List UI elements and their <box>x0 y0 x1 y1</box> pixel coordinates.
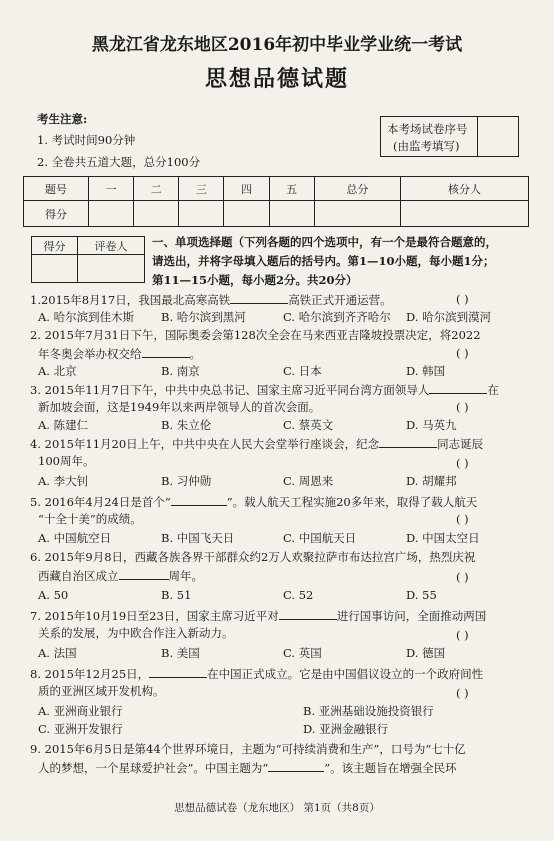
answer-paren[interactable]: ( ) <box>456 570 469 584</box>
question-2-line2 <box>38 346 201 361</box>
question-text: 周年。 <box>168 569 203 583</box>
answer-blank[interactable] <box>142 346 190 358</box>
answer-blank[interactable] <box>429 382 487 394</box>
question-6-line1: 6. 2015年9月8日，西藏各族各界干部群众约2万人欢聚拉萨市布达拉宫广场，热烈庆祝 <box>30 550 476 564</box>
option-b: B. 南京 <box>161 364 200 378</box>
answer-paren[interactable]: ( ) <box>456 346 469 360</box>
option-a: A. 亚洲商业银行 <box>38 704 123 718</box>
question-9-line1: 9. 2015年6月5日是第44个世界环境日，主题为“可持续消费和生产”，口号为“七十亿 <box>30 742 466 756</box>
score-cell[interactable] <box>401 201 529 227</box>
question-text: 8. 2015年12月25日， <box>30 667 150 681</box>
grader-score-cell[interactable] <box>32 255 78 283</box>
answer-paren[interactable]: ( ) <box>456 400 469 414</box>
question-7-line1 <box>30 608 486 623</box>
option-d: D. 胡耀邦 <box>406 474 457 488</box>
score-header-cell: 三 <box>179 177 224 201</box>
question-text: 7. 2015年10月19日至23日，国家主席习近平对 <box>30 609 279 623</box>
option-c: C. 哈尔滨到齐齐哈尔 <box>283 310 391 324</box>
notice-item-1: 1. 考试时间90分钟 <box>37 133 136 147</box>
option-a: A. 法国 <box>38 646 77 660</box>
question-text: 西藏自治区成立 <box>38 569 119 583</box>
option-d: D. 哈尔滨到漠河 <box>406 310 492 324</box>
option-c: C. 蔡英文 <box>283 418 334 432</box>
option-d: D. 德国 <box>406 646 446 660</box>
option-c: C. 亚洲开发银行 <box>38 722 123 736</box>
seat-number-label: 本考场试卷序号 <box>387 122 468 136</box>
option-b: B. 51 <box>161 588 192 602</box>
option-d: D. 亚洲金融银行 <box>303 722 389 736</box>
option-d: D. 马英九 <box>406 418 457 432</box>
question-text: 同志诞辰 <box>437 437 484 451</box>
score-table <box>23 176 529 227</box>
section1-heading-line3: 第11—15小题，每小题2分。共20分） <box>152 273 358 287</box>
option-b: B. 中国飞天日 <box>161 531 235 545</box>
score-cell[interactable] <box>224 201 269 227</box>
notice-label: 考生注意: <box>37 112 88 126</box>
question-5-line2: “十全十美”的成绩。 <box>38 512 142 526</box>
option-b: B. 亚洲基础设施投资银行 <box>303 704 434 718</box>
question-8-line2: 质的亚洲区域开发机构。 <box>38 684 165 698</box>
notice-item-2: 2. 全卷共五道大题，总分100分 <box>37 155 201 169</box>
seat-number-box <box>380 116 519 157</box>
score-header-cell: 一 <box>89 177 134 201</box>
score-header-cell: 五 <box>269 177 314 201</box>
score-header-cell: 二 <box>134 177 179 201</box>
question-7-line2: 关系的发展，为中欧合作注入新动力。 <box>38 626 234 640</box>
question-text: 高铁正式开通运营。 <box>288 293 392 307</box>
question-4-line2: 100周年。 <box>38 454 95 468</box>
answer-paren[interactable]: ( ) <box>456 292 469 306</box>
option-a: A. 北京 <box>38 364 77 378</box>
grader-score-label: 得分 <box>32 237 78 255</box>
page-footer: 思想品德试卷（龙东地区） 第1页（共8页） <box>174 802 380 814</box>
answer-blank[interactable] <box>279 608 337 620</box>
option-b: B. 习仲勋 <box>161 474 212 488</box>
grader-name-cell[interactable] <box>78 255 145 283</box>
answer-blank[interactable] <box>230 292 288 304</box>
option-b: B. 美国 <box>161 646 200 660</box>
answer-paren[interactable]: ( ) <box>456 512 469 526</box>
score-cell[interactable] <box>269 201 314 227</box>
score-row-label: 得分 <box>24 201 89 227</box>
section1-heading-line2: 请选出，并将字母填入题后的括号内。第1—10小题，每小题1分； <box>152 254 495 268</box>
score-header-cell: 总分 <box>314 177 400 201</box>
option-a: A. 50 <box>38 588 69 602</box>
answer-paren[interactable]: ( ) <box>456 628 469 642</box>
seat-number-note: (由监考填写) <box>393 139 460 153</box>
grader-table <box>31 236 145 283</box>
subject-title: 思想品德试题 <box>204 66 349 92</box>
option-b: B. 哈尔滨到黑河 <box>161 310 246 324</box>
option-a: A. 哈尔滨到佳木斯 <box>38 310 135 324</box>
exam-title: 黑龙江省龙东地区2016年初中毕业学业统一考试 <box>91 35 463 55</box>
question-text: 年冬奥会举办权交给 <box>38 347 142 361</box>
question-text: 进行国事访问，全面推动两国 <box>336 609 487 623</box>
question-text: 4. 2015年11月20日上午，中共中央在人民大会堂举行座谈会，纪念 <box>30 437 380 451</box>
option-a: A. 李大钊 <box>38 474 89 488</box>
answer-blank[interactable] <box>268 760 324 772</box>
question-text: ”。载人航天工程实施20多年来，取得了载人航天 <box>226 495 478 509</box>
answer-blank[interactable] <box>119 568 169 580</box>
option-c: C. 周恩来 <box>283 474 334 488</box>
option-c: C. 52 <box>283 588 314 602</box>
answer-blank[interactable] <box>149 666 207 678</box>
question-9-line2 <box>38 760 457 775</box>
question-text: 在 <box>487 383 499 397</box>
question-8-line1 <box>30 666 483 681</box>
option-d: D. 中国太空日 <box>406 531 480 545</box>
score-header-cell: 题号 <box>24 177 89 201</box>
option-d: D. 韩国 <box>406 364 446 378</box>
question-3-line2: 新加坡会面，这是1949年以来两岸领导人的首次会面。 <box>38 400 321 414</box>
score-cell[interactable] <box>314 201 400 227</box>
option-c: C. 日本 <box>283 364 322 378</box>
answer-paren[interactable]: ( ) <box>456 686 469 700</box>
question-text: 人的梦想，一个星球爱护社会”。中国主题为“ <box>38 761 269 775</box>
question-text: 1.2015年8月17日，我国最北高寒高铁 <box>30 293 231 307</box>
score-cell[interactable] <box>134 201 179 227</box>
question-text: 在中国正式成立。它是由中国倡议设立的一个政府间性 <box>207 667 484 681</box>
question-6-line2 <box>38 568 203 583</box>
question-2-line1: 2. 2015年7月31日下午，国际奥委会第128次全会在马来西亚吉隆坡投票决定，将2022 <box>30 328 481 342</box>
option-a: A. 陈建仁 <box>38 418 89 432</box>
question-1-stem <box>30 292 392 307</box>
option-d: D. 55 <box>406 588 437 602</box>
section1-heading-line1: 一、单项选择题（下列各题的四个选项中，有一个是最符合题意的， <box>152 235 497 249</box>
score-header-cell: 四 <box>224 177 269 201</box>
question-text: 3. 2015年11月7日下午，中共中央总书记、国家主席习近平同台湾方面领导人 <box>30 383 430 397</box>
score-header-cell: 核分人 <box>401 177 529 201</box>
option-c: C. 中国航天日 <box>283 531 357 545</box>
answer-blank[interactable] <box>171 494 227 506</box>
option-a: A. 中国航空日 <box>38 531 112 545</box>
option-c: C. 英国 <box>283 646 322 660</box>
question-3-line1 <box>30 382 499 397</box>
score-cell[interactable] <box>179 201 224 227</box>
question-text: ”。该主题旨在增强全民环 <box>324 761 457 775</box>
answer-paren[interactable]: ( ) <box>456 456 469 470</box>
option-b: B. 朱立伦 <box>161 418 212 432</box>
question-text: 5. 2016年4月24日是首个“ <box>30 495 171 509</box>
answer-blank[interactable] <box>379 436 437 448</box>
question-text: 。 <box>189 347 201 361</box>
question-5-line1 <box>30 494 477 509</box>
grader-name-label: 评卷人 <box>78 237 145 255</box>
question-4-line1 <box>30 436 483 451</box>
score-cell[interactable] <box>89 201 134 227</box>
